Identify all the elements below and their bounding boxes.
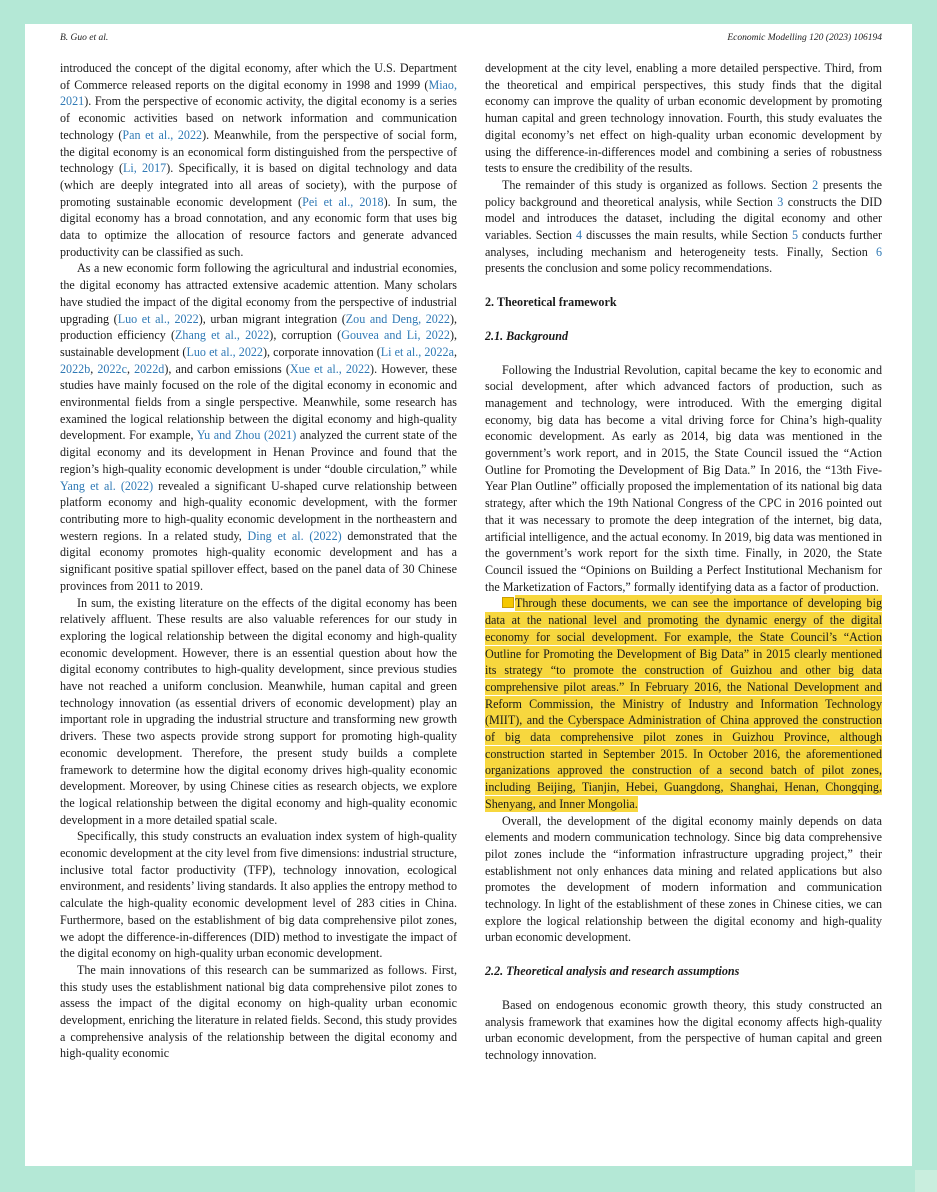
text-run: Following the Industrial Revolution, capital became the key to economic and social development, after which advanced factors of production, such as management and technology, were introduced. With the emerging digital economy, big data has become a vital driving force for China’s high-quality economic development. As early as 2014, big data was mentioned in the government’s work report, and in 2015, the State Council issued the “Action Outline for Promoting the Development of Big Data.” In 2016, the “13th Five-Year Plan Outline” officially proposed the implementation of its national big data strategy, after which the 19th National Congress of the CPC in 2016 pointed out that it was necessary to promote the deep integration of the internet, big data, artificial intelligence, and the actual economy. In 2019, big data was mentioned in the government’s work report for the sixth time. Finally, in 2020, the State Council issued the “Opinions on Building a Perfect Institutional Mechanism for the Marketization of Factors,” formally identifying data as a factor of production. — [485, 362, 882, 594]
text-run: discusses the main results, while Section — [582, 228, 792, 243]
text-run: ), production efficiency ( — [60, 311, 458, 343]
paragraph — [60, 260, 457, 594]
running-header-authors: B. Guo et al. — [60, 33, 109, 43]
text-run: constructs the DID model and introduces the dataset, including the digital economy and other variables. Section — [485, 194, 882, 243]
text-run: ), sustainable development ( — [60, 328, 458, 359]
running-header-journal: Economic Modelling 120 (2023) 106194 — [727, 33, 882, 43]
text-run: The remainder of this study is organized as follows. Section — [502, 177, 813, 192]
citation-link[interactable]: Luo et al., 2022 — [117, 311, 199, 326]
text-run: ), corporate innovation ( — [262, 344, 381, 359]
highlighted-paragraph[interactable] — [485, 595, 882, 812]
citation-link[interactable]: Yu and Zhou (2021) — [196, 428, 297, 443]
text-run: revealed a significant U-shaped curve relationship between platform economy and high-quality economic development, with the former contributing more to high-quality economic development in the northeastern and western regions. In a related study, — [60, 478, 457, 543]
paragraph — [485, 362, 882, 596]
citation-link[interactable]: Li et al., 2022a — [380, 344, 454, 359]
text-run: In sum, the existing literature on the effects of the digital economy has been relatively affluent. These results are also valuable references for our study in exploring the logical relationship between the digital economy and high-quality economic development. However, there is an essential question about how the digital economy contributes to high-quality development, since previous studies have not reached a uniform conclusion. Meanwhile, human capital and green technology innovation (as essential drivers of economic development) play an important role in upgrading the industrial structure and transforming new growth drivers. These two aspects provide strong support for promoting high-quality economic development. Therefore, the present study builds a complete framework to determine how the digital economy drives high-quality economic development. Moreover, by using Chinese cities as research objects, we explore the logical relationship between the digital economy and high-quality economic development in a more detailed spatial scale. — [60, 595, 457, 827]
pdf-page — [25, 24, 912, 1166]
paragraph — [485, 813, 882, 947]
text-run: , — [453, 344, 457, 359]
text-run: ). Specifically, it is based on digital technology and data (which are deeply integrated into all areas of society), with the purpose of promoting sustainable economic development ( — [60, 161, 457, 209]
text-run: The main innovations of this research can be summarized as follows. First, this study uses the establishment national big data comprehensive pilot zones to assess the impact of the digital economy on high-quality urban economic development, enriching the literature in related fields. Second, this study provides a comprehensive analysis of the relationship between the digital economy and high-quality economic — [60, 962, 457, 1061]
citation-link[interactable]: 2 — [812, 177, 819, 192]
text-run: ), and carbon emissions ( — [164, 361, 290, 376]
citation-link[interactable]: Gouvea and Li, 2022 — [341, 328, 450, 343]
text-run: demonstrated that the digital economy promotes high-quality economic development and has a significant positive spatial spillover effect, based on the panel data of 30 Chinese provinces from 2011 to 2019. — [60, 528, 457, 593]
text-run: presents the conclusion and some policy recommendations. — [485, 261, 773, 276]
text-run: presents the policy background and theoretical analysis, while Section — [485, 177, 882, 209]
citation-link[interactable]: Pan et al., 2022 — [122, 127, 203, 142]
text-run: ). From the perspective of economic activity, the digital economy is a series of economic activities based on network information and communication technology ( — [60, 94, 457, 142]
text-run: Overall, the development of the digital economy mainly depends on data elements and modern communication technology. Since big data comprehensive pilot zones include the “information infrastructure upgrading project,” their establishment not only enhances data mining and related applications but also promotes the development of modern information and communication technology. In light of the establishment of these zones in Chinese cities, we can explore the logical relationship between the digital economy and high-quality urban economic development. — [485, 813, 882, 945]
left-column — [60, 60, 457, 1062]
subsection-heading: 2.2. Theoretical analysis and research assumptions — [485, 964, 740, 979]
text-run: conducts further analyses, including mechanism and heterogeneity tests. Finally, Section — [485, 228, 882, 259]
text-run: ), urban migrant integration ( — [198, 311, 346, 326]
text-run: , — [90, 361, 98, 376]
paragraph — [485, 997, 882, 1064]
citation-link[interactable]: Yang et al. (2022) — [60, 478, 154, 493]
note-icon[interactable] — [502, 597, 514, 608]
citation-link[interactable]: Luo et al., 2022 — [186, 344, 263, 359]
section-heading: 2. Theoretical framework — [485, 295, 617, 310]
citation-link[interactable]: Zhang et al., 2022 — [175, 328, 270, 343]
text-run: introduced the concept of the digital economy, after which the U.S. Department of Commerce released reports on the digital economy in 1998 and 1999 ( — [60, 61, 457, 92]
text-run: development at the city level, enabling a more detailed perspective. Third, from the theoretical and empirical perspectives, this study finds that the digital economy can improve the quality of urban economic development by promoting human capital and green technology innovation. Fourth, this study evaluates the digital economy’s net effect on high-quality urban economic development by using the difference-in-differences model and combining a series of robustness tests to ensure the credibility of the results. — [485, 61, 882, 176]
citation-link[interactable]: 2022c — [97, 361, 127, 376]
citation-link[interactable]: 4 — [576, 228, 583, 243]
citation-link[interactable]: Xue et al., 2022 — [289, 361, 371, 376]
citation-link[interactable]: Miao, 2021 — [60, 77, 457, 109]
highlighted-text: Through these documents, we can see the importance of developing big data at the national level and promoting the dynamic energy of the digital economy for social development. For example, the State Council’s “Action Outline for Promoting the Development of Big Data” in 2015 clearly mentioned its strategy “to promote the construction of Guizhou and other big data comprehensive pilot areas.” In February 2016, the National Development and Reform Commission, the Ministry of Industry and Information Technology (MIIT), and the Cyberspace Administration of China approved the construction of big data comprehensive pilot zones in Guizhou Province, although construction started in September 2015. In October 2016, the aforementioned organizations approved the construction of a second batch of pilot zones, including Beijing, Tianjin, Hebei, Guangdong, Shanghai, Henan, Chongqing, Shenyang, and Inner Mongolia. — [485, 596, 882, 811]
text-run: , — [126, 361, 135, 376]
text-run: analyzed the current state of the digital economy and its development in Henan Province and found that the region’s high-quality economic development is under “double circulation,” while — [60, 428, 457, 476]
citation-link[interactable]: Li, 2017 — [123, 161, 167, 176]
paragraph — [60, 595, 457, 829]
right-column — [485, 60, 882, 1064]
text-run: ). Meanwhile, from the perspective of social form, the digital economy is an economical form distinguished from the perspective of technology ( — [60, 127, 457, 176]
citation-link[interactable]: 5 — [791, 228, 799, 243]
text-run: ), corruption ( — [269, 328, 342, 343]
subsection-heading: 2.1. Background — [485, 328, 568, 343]
text-run: ). In sum, the digital economy has a broad connotation, and any economic form that uses big data to optimize the allocation of resource factors and generate advanced productivity can be classified as such. — [60, 194, 457, 259]
citation-link[interactable]: Ding et al. (2022) — [247, 528, 342, 543]
citation-link[interactable]: 2022b — [60, 361, 91, 376]
paragraph — [60, 828, 457, 962]
citation-link[interactable]: Pei et al., 2018 — [302, 194, 384, 209]
paragraph — [485, 177, 882, 277]
paragraph — [60, 962, 457, 1062]
citation-link[interactable]: 2022d — [134, 361, 165, 376]
paragraph — [60, 60, 457, 260]
citation-link[interactable]: 6 — [875, 244, 882, 259]
citation-link[interactable]: 3 — [777, 194, 784, 209]
paragraph — [485, 60, 882, 177]
text-run: ). However, these studies have mainly focused on the role of the digital economy in economic and environmental fields from a single perspective. Meanwhile, some research has examined the logical relationship between the digital economy and high-quality development. For example, — [60, 361, 458, 443]
text-run: As a new economic form following the agricultural and industrial economies, the digital economy has attracted extensive academic attention. Many scholars have studied the impact of the digital economy from the perspective of industrial upgrading ( — [60, 261, 457, 326]
text-run: Based on endogenous economic growth theory, this study constructed an analysis framework that examines how the digital economy affects high-quality urban economic development, from the perspective of human capital and green technology innovation. — [485, 997, 882, 1062]
citation-link[interactable]: Zou and Deng, 2022 — [345, 311, 450, 326]
page-corner — [915, 1170, 937, 1192]
text-run: Specifically, this study constructs an evaluation index system of high-quality economic development at the city level from five dimensions: industrial structure, inclusive total factor productivity (TFP), technology innovation, ecological environment, and residents’ living standards. It also applies the entropy method to calculate the high-quality economic development level of 283 cities in China. Furthermore, based on the establishment of big data comprehensive pilot zones, we adopt the difference-in-differences (DID) method to investigate the impact of the digital economy on high-quality urban economic development. — [60, 829, 457, 961]
